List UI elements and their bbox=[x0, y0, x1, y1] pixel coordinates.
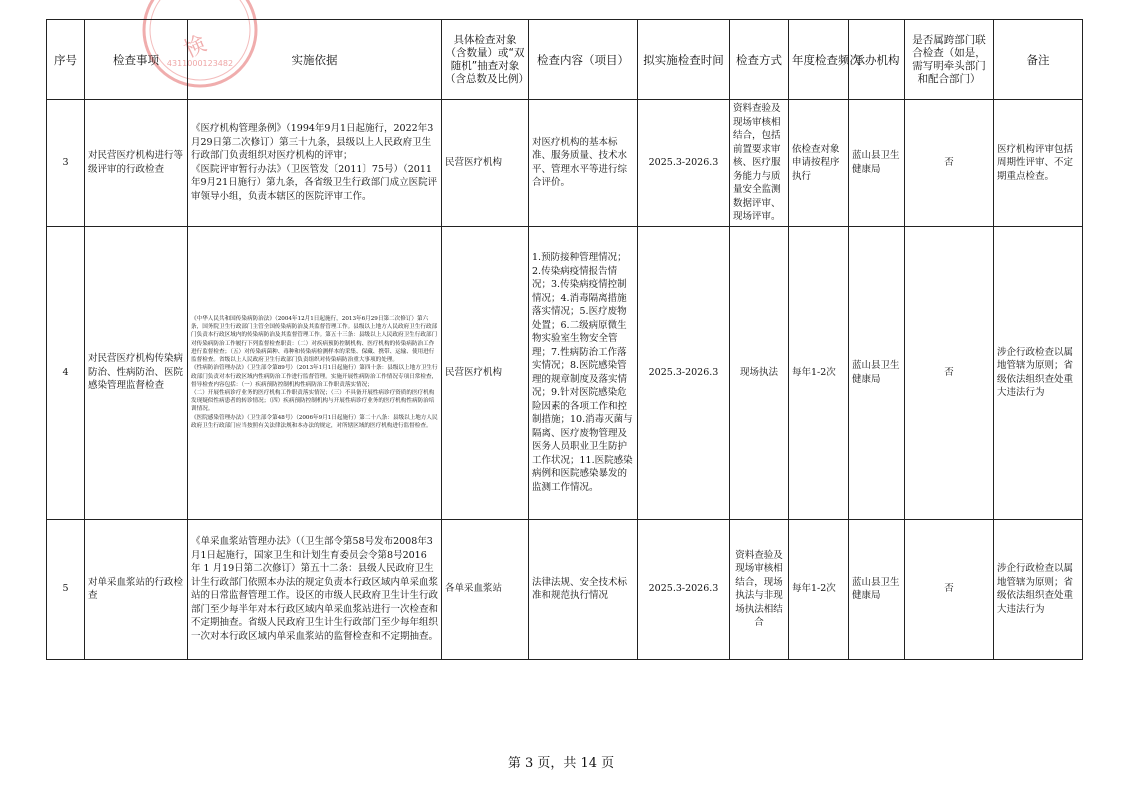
basis-paragraph: 《医院感染管理办法》（卫生部令第48号）（2006年9月1日起施行）第二十八条：县级以上地方人民政府卫生行政部门应当按照有关法律法规和本办法的规定，对所辖区域的医疗机构进行监督检查。 bbox=[191, 414, 438, 429]
header-content: 检查内容（项目） bbox=[529, 20, 638, 100]
row-seq: 5 bbox=[47, 519, 85, 659]
header-row bbox=[47, 20, 1083, 100]
row-object: 民营医疗机构 bbox=[442, 100, 529, 227]
page-number-footer: 第 3 页，共 14 页 bbox=[507, 756, 615, 771]
row-item: 对民营医疗机构进行等级评审的行政检查 bbox=[85, 100, 188, 227]
row-object: 民营医疗机构 bbox=[442, 226, 529, 519]
row-method: 现场执法 bbox=[730, 226, 789, 519]
basis-paragraph: （二）开展性病诊疗业务的医疗机构工作职责落实情况；（三）不具备开展性病诊疗资质的医疗机构发现疑似性病患者的转诊情况；（四）疾病预防控制机构与开展性病诊疗业务的医疗机构性病防治培训情况。 bbox=[191, 389, 435, 413]
header-seq: 序号 bbox=[47, 20, 85, 100]
row-remark: 涉企行政检查以属地管辖为原则；省级依法组织查处重大违法行为 bbox=[994, 226, 1083, 519]
row-basis bbox=[188, 100, 442, 227]
row-content: 法律法规、安全技术标准和规范执行情况 bbox=[529, 519, 638, 659]
row-remark: 涉企行政检查以属地管辖为原则；省级依法组织查处重大违法行为 bbox=[994, 519, 1083, 659]
row-basis bbox=[188, 519, 442, 659]
row-time: 2025.3-2026.3 bbox=[638, 100, 730, 227]
row-method: 资料查验及现场审核相结合，现场执法与非现场执法相结合 bbox=[730, 519, 789, 659]
header-remark: 备注 bbox=[994, 20, 1083, 100]
row-joint: 否 bbox=[905, 519, 994, 659]
header-time: 拟实施检查时间 bbox=[638, 20, 730, 100]
basis-paragraph: 《中华人民共和国传染病防治法》（2004年12月1日起施行，2013年6月29日第二次修订）第六条，国务院卫生行政部门主管全国传染病防治及其监督管理工作。县级以上地方人民政府卫生行政部门负责本行政区域内的传染病防治及其监督管理工作。第五十三条：县级以上人民政府卫生行政部门对传染病防治工作履行下列监督检查职责：（二）对疾病预防控制机构、医疗机构的传染病防治工作进行监督检查；（五）对传染病菌种、毒种和传染病检测样本的采集、保藏、携带、运输、使用进行监督检查。省级以上人民政府卫生行政部门负责组织对传染病防治重大事项的处理。 bbox=[191, 316, 438, 364]
svg-text:検: 検 bbox=[179, 31, 211, 64]
svg-text:4311000123482: 4311000123482 bbox=[166, 59, 234, 68]
row-freq: 依检查对象申请按程序执行 bbox=[789, 100, 849, 227]
inspection-plan-table bbox=[46, 19, 1083, 660]
row-remark: 医疗机构评审包括周期性评审、不定期重点检查。 bbox=[994, 100, 1083, 227]
basis-paragraph: 《性病防治管理办法》（卫生部令第89号）（2013年1月1日起施行）第四十条：县级以上地方卫生行政部门负责对本行政区域内性病防治工作进行监督管理。实施开展性病防治工作情况专项日常检查，督导检查内容包括：（一）疾病预防控制机构性病防治工作职责落实情况； bbox=[191, 365, 438, 388]
basis-paragraph: 《单采血浆站管理办法》（（卫生部令第58号发布2008年3月1日起施行，国家卫生和计划生育委员会令第8号2016 年 1 月19日第二次修订）第五十二条：县级人民政府卫生计生行政部门依照本办法的规定负责本行政区域内单采血浆站的日常监督管理工作。设区的市级人民政府卫生计生行政部门至少每半年对本行政区域内单采血浆站进行一次检查和不定期抽查。省级人民政府卫生计生行政部门至少每年组织一次对本行政区域内单采血浆站的监督检查和不定期抽查。 bbox=[191, 536, 439, 642]
basis-paragraph: 《医院评审暂行办法》（卫医管发〔2011〕75号）（2011年9月21日施行）第九条，各省级卫生行政部门成立医院评审领导小组，负责本辖区的医院评审工作。 bbox=[191, 163, 438, 202]
row-object: 各单采血浆站 bbox=[442, 519, 529, 659]
header-method: 检查方式 bbox=[730, 20, 789, 100]
row-freq: 每年1-2次 bbox=[789, 226, 849, 519]
header-joint: 是否属跨部门联合检查（如是，需写明牵头部门和配合部门） bbox=[905, 20, 994, 100]
header-freq: 年度检查频次 bbox=[789, 20, 849, 100]
header-basis: 实施依据 bbox=[188, 20, 442, 100]
row-seq: 4 bbox=[47, 226, 85, 519]
row-time: 2025.3-2026.3 bbox=[638, 226, 730, 519]
row-agency: 蓝山县卫生健康局 bbox=[849, 226, 905, 519]
row-joint: 否 bbox=[905, 100, 994, 227]
row-time: 2025.3-2026.3 bbox=[638, 519, 730, 659]
header-item: 检查事项 bbox=[85, 20, 188, 100]
row-joint: 否 bbox=[905, 226, 994, 519]
table-row bbox=[47, 226, 1083, 519]
table-row bbox=[47, 519, 1083, 659]
row-method: 资料查验及现场审核相结合，包括前置要求审核、医疗服务能力与质量安全监测数据评审、现场评审。 bbox=[730, 100, 789, 227]
row-item: 对单采血浆站的行政检查 bbox=[85, 519, 188, 659]
row-agency: 蓝山县卫生健康局 bbox=[849, 100, 905, 227]
row-content: 对医疗机构的基本标准、服务质量、技术水平、管理水平等进行综合评价。 bbox=[529, 100, 638, 227]
row-seq: 3 bbox=[47, 100, 85, 227]
row-agency: 蓝山县卫生健康局 bbox=[849, 519, 905, 659]
header-agency: 承办机构 bbox=[849, 20, 905, 100]
row-item: 对民营医疗机构传染病防治、性病防治、医院感染管理监督检查 bbox=[85, 226, 188, 519]
row-content: 1.预防接种管理情况；2.传染病疫情报告情况；3.传染病疫情控制情况；4.消毒隔离措施落实情况；5.医疗废物处置；6.二级病原微生物实验室生物安全管理；7.性病防治工作落实情况；8.医院感染管理的规章制度及落实情况；9.针对医院感染危险因素的各项工作和控制措施；10.消毒灭菌与隔离、医疗废物管理及医务人员职业卫生防护工作状况；11.医院感染病例和医院感染暴发的监测工作情况。 bbox=[529, 226, 638, 519]
row-basis bbox=[188, 226, 442, 519]
basis-paragraph: 《医疗机构管理条例》（1994年9月1日起施行，2022年3月29日第二次修订）第三十九条，县级以上人民政府卫生行政部门负责组织对医疗机构的评审； bbox=[191, 123, 434, 162]
table-row bbox=[47, 100, 1083, 227]
header-object: 具体检查对象（含数量）或“双随机”抽查对象（含总数及比例） bbox=[442, 20, 529, 100]
row-freq: 每年1-2次 bbox=[789, 519, 849, 659]
